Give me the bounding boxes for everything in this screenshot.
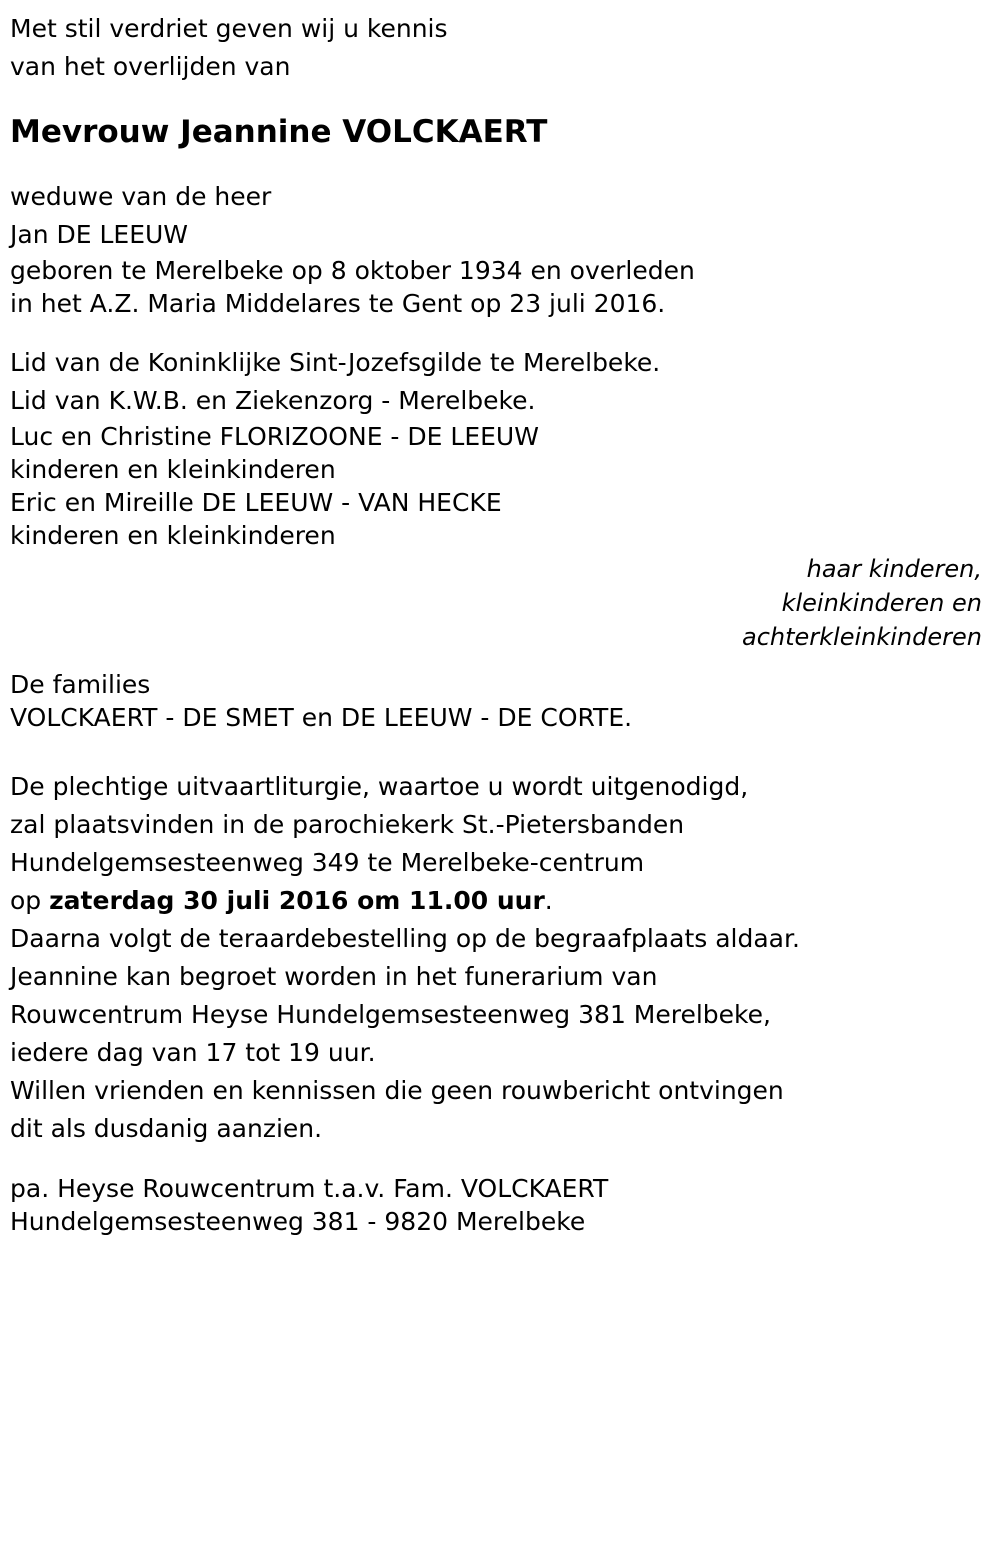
- widow-line-2: Jan DE LEEUW: [10, 220, 189, 249]
- service-line-3: Hundelgemsesteenweg 349 te Merelbeke-centrum: [10, 848, 645, 877]
- service-block: [10, 768, 986, 1148]
- service-line-2: zal plaatsvinden in de parochiekerk St.-Pietersbanden: [10, 810, 685, 839]
- service-line-1: De plechtige uitvaartliturgie, waartoe u wordt uitgenodigd,: [10, 772, 749, 801]
- service-line-9: dit als dusdanig aanzien.: [10, 1114, 323, 1143]
- right-note-line-2: kleinkinderen en: [781, 589, 982, 617]
- service-line-4: Daarna volgt de teraardebestelling op de begraafplaats aldaar.: [10, 924, 800, 953]
- birth-death-block: [10, 254, 986, 320]
- spacer-after-name: [10, 154, 986, 178]
- children-line-1: Luc en Christine FLORIZOONE - DE LEEUW: [10, 422, 539, 451]
- families-line-2: VOLCKAERT - DE SMET en DE LEEUW - DE CORTE.: [10, 703, 633, 732]
- right-note-block: [10, 552, 986, 654]
- service-datetime-suffix: .: [544, 886, 553, 915]
- address-block: [10, 1172, 986, 1238]
- children-block: [10, 420, 986, 552]
- children-line-2: kinderen en kleinkinderen: [10, 455, 336, 484]
- spacer-before-address: [10, 1148, 986, 1172]
- membership-block: [10, 344, 986, 420]
- service-datetime-prefix: op: [10, 886, 50, 915]
- intro-line-1: Met stil verdriet geven wij u kennis: [10, 14, 448, 43]
- spacer-after-right-note: [10, 654, 986, 668]
- intro-line-2: van het overlijden van: [10, 52, 291, 81]
- widow-block: [10, 178, 986, 254]
- service-line-7: iedere dag van 17 tot 19 uur.: [10, 1038, 376, 1067]
- families-line-1: De families: [10, 670, 151, 699]
- death-line: in het A.Z. Maria Middelares te Gent op 23 juli 2016.: [10, 289, 666, 318]
- widow-line-1: weduwe van de heer: [10, 182, 272, 211]
- children-line-4: kinderen en kleinkinderen: [10, 521, 336, 550]
- service-line-5: Jeannine kan begroet worden in het funerarium van: [10, 962, 658, 991]
- service-line-6: Rouwcentrum Heyse Hundelgemsesteenweg 381 Merelbeke,: [10, 1000, 771, 1029]
- children-line-3: Eric en Mireille DE LEEUW - VAN HECKE: [10, 488, 502, 517]
- spacer-after-intro: [10, 86, 986, 110]
- intro-block: [10, 10, 986, 86]
- spacer-before-service: [10, 734, 986, 768]
- deceased-name: Mevrouw Jeannine VOLCKAERT: [10, 114, 548, 150]
- membership-line-1: Lid van de Koninklijke Sint-Jozefsgilde te Merelbeke.: [10, 348, 661, 377]
- spacer-after-dates: [10, 320, 986, 344]
- address-line-2: Hundelgemsesteenweg 381 - 9820 Merelbeke: [10, 1207, 586, 1236]
- service-datetime-line: [10, 882, 986, 920]
- service-line-8: Willen vrienden en kennissen die geen rouwbericht ontvingen: [10, 1076, 784, 1105]
- right-note-line-1: haar kinderen,: [806, 555, 982, 583]
- service-datetime-bold: zaterdag 30 juli 2016 om 11.00 uur: [49, 886, 545, 915]
- right-note-line-3: achterkleinkinderen: [742, 623, 982, 651]
- families-block: [10, 668, 986, 734]
- membership-line-2: Lid van K.W.B. en Ziekenzorg - Merelbeke.: [10, 386, 536, 415]
- address-line-1: pa. Heyse Rouwcentrum t.a.v. Fam. VOLCKAERT: [10, 1174, 609, 1203]
- birth-line: geboren te Merelbeke op 8 oktober 1934 en overleden: [10, 256, 695, 285]
